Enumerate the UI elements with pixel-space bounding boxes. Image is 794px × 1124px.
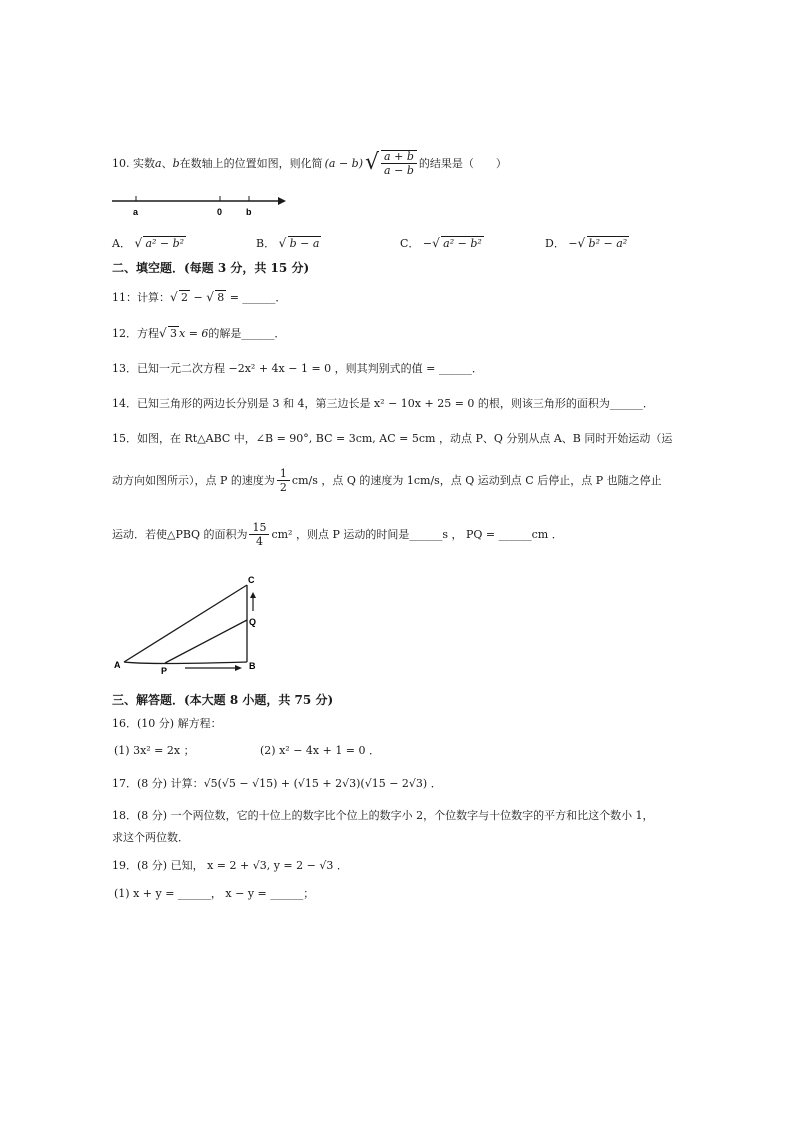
option-neg: − bbox=[422, 237, 433, 250]
p-arrow-head-icon bbox=[235, 665, 242, 671]
q11-root1: 2 bbox=[181, 291, 188, 304]
q10-fraction bbox=[381, 150, 417, 176]
label-c: C bbox=[248, 575, 255, 585]
side-ab bbox=[124, 662, 247, 664]
q17 bbox=[112, 778, 442, 789]
option-expr: a² − b² bbox=[145, 237, 185, 250]
axis-label-zero: 0 bbox=[217, 207, 223, 217]
q15-line3-a: 运动．若使△PBQ 的面积为 bbox=[112, 528, 248, 541]
q10-stem bbox=[112, 150, 507, 176]
option-letter: B． bbox=[256, 237, 276, 250]
option-expr: b² − a² bbox=[588, 237, 628, 250]
q19-line2: (1) x + y = ______， x − y = ______； bbox=[114, 887, 315, 900]
label-b: B bbox=[249, 661, 256, 671]
q-arrow-head-icon bbox=[250, 592, 256, 598]
label-a: A bbox=[114, 660, 121, 670]
q15-area-num: 15 bbox=[249, 522, 269, 535]
number-line-arrow-icon bbox=[278, 197, 286, 205]
q15-area-den: 4 bbox=[255, 535, 263, 548]
q10-var-b: b bbox=[172, 156, 180, 170]
option-neg: − bbox=[568, 237, 578, 250]
axis-label-a: a bbox=[133, 207, 139, 217]
q17-expr: √5(√5 − √15) + (√15 + 2√3)(√15 − 2√3) ． bbox=[203, 777, 442, 790]
q15-line2-a: 动方向如图所示），点 P 的速度为 bbox=[112, 474, 275, 487]
q11-prefix: 11：计算： bbox=[112, 291, 170, 304]
q11-suffix: = ______． bbox=[226, 291, 287, 304]
q10-option-c bbox=[400, 235, 484, 251]
q19-line1: 19．(8 分) 已知， x = 2 + √3, y = 2 − √3 ． bbox=[112, 859, 348, 872]
q12-prefix: 12．方程 bbox=[112, 327, 159, 340]
q11-minus: − bbox=[190, 291, 207, 304]
q15-line2 bbox=[112, 468, 662, 493]
q15-speed-fraction bbox=[277, 468, 290, 493]
section3-title: 三、解答题．(本大题 8 小题，共 75 分) bbox=[112, 693, 334, 707]
q18-line1: 18．(8 分) 一个两位数，它的十位上的数字比个位上的数字小 2，个位数字与十位数字的平方和比这个数小 1， bbox=[112, 809, 654, 822]
q10-sep: 、 bbox=[161, 156, 173, 170]
side-ac bbox=[124, 585, 247, 662]
q12-root: 3 bbox=[170, 327, 177, 340]
q15-line3 bbox=[112, 522, 563, 547]
q17-prefix: 17．(8 分) 计算： bbox=[112, 777, 204, 790]
q15-speed-num: 1 bbox=[277, 468, 290, 481]
q11 bbox=[112, 292, 286, 303]
option-expr: b − a bbox=[289, 237, 320, 250]
q13: 13．已知一元二次方程 −2x² + 4x − 1 = 0 ，则其判别式的值 = ______． bbox=[112, 362, 483, 375]
q12 bbox=[112, 328, 285, 339]
q16-part2: (2) x² − 4x + 1 = 0 ． bbox=[260, 744, 381, 757]
q10-number: 10. bbox=[112, 156, 130, 170]
q10-text-before: 实数 bbox=[133, 156, 155, 170]
label-p: P bbox=[161, 666, 168, 674]
q11-root2: 8 bbox=[217, 291, 225, 304]
label-q: Q bbox=[249, 617, 257, 627]
q15-line2-b: cm/s ，点 Q 的速度为 1cm/s，点 Q 运动到点 C 后停止，点 P 也随之停止 bbox=[291, 474, 662, 487]
q10-option-a bbox=[112, 235, 186, 251]
section2-title: 二、填空题．(每题 3 分，共 15 分) bbox=[112, 261, 310, 275]
q10-text-mid: 在数轴上的位置如图，则化简 bbox=[179, 156, 323, 170]
option-letter: D． bbox=[545, 237, 565, 250]
q15-speed-den: 2 bbox=[279, 481, 287, 494]
q10-option-d bbox=[545, 235, 629, 251]
q18-line2: 求这个两位数． bbox=[112, 831, 189, 844]
triangle-figure bbox=[110, 574, 270, 674]
q10-text-after: 的结果是（ ） bbox=[418, 156, 507, 170]
axis-label-b: b bbox=[246, 207, 252, 217]
q15-area-fraction bbox=[249, 522, 269, 547]
q16-header: 16．(10 分) 解方程： bbox=[112, 717, 222, 730]
q15-line3-b: cm² ，则点 P 运动的时间是______s ， PQ = ______cm ． bbox=[271, 528, 563, 541]
number-line-figure bbox=[110, 192, 300, 222]
q10-radical: √ $\frac{a + b}{a - b}$ bbox=[365, 150, 419, 176]
q10-var-a: a bbox=[155, 156, 162, 170]
q10-frac-num: a + b bbox=[381, 151, 417, 164]
q16-part1: (1) 3x² = 2x ； bbox=[114, 744, 195, 757]
q10-option-b bbox=[256, 235, 321, 251]
q12-suffix: 的解是______． bbox=[208, 327, 286, 340]
option-expr: a² − b² bbox=[443, 237, 482, 250]
segment-pq bbox=[165, 620, 247, 663]
q10-factor: (a − b) bbox=[324, 156, 364, 170]
q14: 14．已知三角形的两边长分别是 3 和 4，第三边长是 x² − 10x + 25 = 0 的根，则该三角形的面积为______． bbox=[112, 397, 654, 410]
option-letter: C． bbox=[400, 237, 420, 250]
q15-line1: 15．如图，在 Rt△ABC 中，∠B = 90°, BC = 3cm, AC = 5cm ，动点 P、Q 分别从点 A、B 同时开始运动（运 bbox=[112, 432, 673, 445]
q10-frac-den: a − b bbox=[384, 164, 414, 177]
q12-expr: x = 6 bbox=[179, 327, 209, 340]
option-letter: A． bbox=[112, 237, 131, 250]
